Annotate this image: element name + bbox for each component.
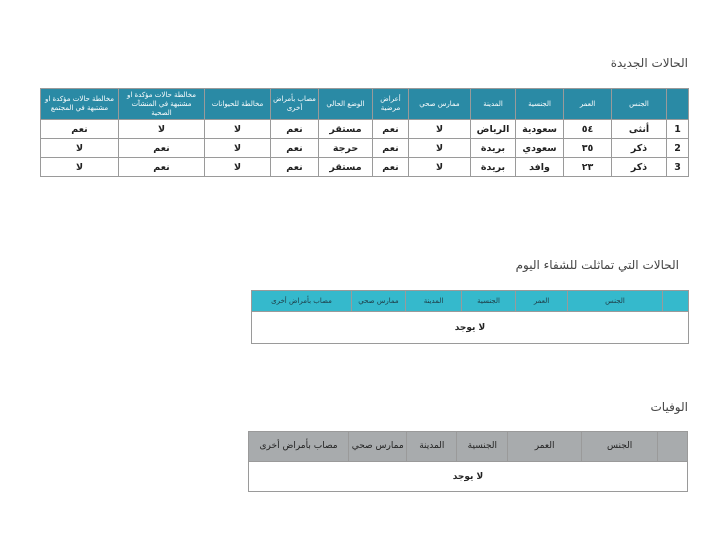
- table-cell: نعم: [119, 139, 205, 158]
- header-cell: أعراض مرضية: [373, 89, 409, 120]
- table-cell: أنثى: [612, 120, 667, 139]
- header-cell: ممارس صحي: [352, 291, 406, 312]
- header-cell: العمر: [516, 291, 568, 312]
- new-cases-header-row: [41, 89, 689, 120]
- table-cell: لا: [205, 158, 271, 177]
- table-cell: لا: [409, 139, 471, 158]
- recovered-table: [251, 290, 689, 344]
- table-cell: سعودية: [516, 120, 564, 139]
- table-row: [41, 120, 689, 139]
- table-cell: مستقر: [319, 158, 373, 177]
- header-cell: مصاب بأمراض أخرى: [271, 89, 319, 120]
- deaths-header-row: [249, 432, 688, 462]
- header-cell: مخالطة حالات مؤكدة او مشتبهة في المنشآت الصحية: [119, 89, 205, 120]
- table-cell: لا: [119, 120, 205, 139]
- header-cell: الوضع الحالي: [319, 89, 373, 120]
- table-cell: الرياض: [471, 120, 516, 139]
- table-cell: لا: [41, 158, 119, 177]
- table-cell: نعم: [41, 120, 119, 139]
- table-cell: ذكر: [612, 158, 667, 177]
- table-cell: لا: [205, 120, 271, 139]
- empty-message: لا يوجد: [252, 312, 689, 344]
- table-cell: ٥٤: [564, 120, 612, 139]
- deaths-title: الوفيات: [650, 400, 688, 414]
- table-row: [249, 462, 688, 492]
- header-cell: الجنسية: [516, 89, 564, 120]
- table-cell: مستقر: [319, 120, 373, 139]
- header-cell: ممارس صحي: [409, 89, 471, 120]
- header-cell: مخالطة للحيوانات: [205, 89, 271, 120]
- table-cell: ٣٥: [564, 139, 612, 158]
- recovered-title: الحالات التي تماثلت للشفاء اليوم: [515, 258, 679, 272]
- table-cell: 2: [667, 139, 689, 158]
- header-cell: [663, 291, 689, 312]
- recovered-header-row: [252, 291, 689, 312]
- table-cell: 1: [667, 120, 689, 139]
- table-cell: نعم: [271, 139, 319, 158]
- table-cell: لا: [205, 139, 271, 158]
- header-cell: مصاب بأمراض أخرى: [249, 432, 349, 462]
- header-cell: مخالطة حالات مؤكدة او مشتبهة في المجتمع: [41, 89, 119, 120]
- table-cell: ٢٣: [564, 158, 612, 177]
- header-cell: ممارس صحي: [349, 432, 407, 462]
- header-cell: المدينة: [406, 291, 462, 312]
- header-cell: الجنسية: [462, 291, 516, 312]
- table-cell: 3: [667, 158, 689, 177]
- new-cases-title: الحالات الجديدة: [610, 56, 688, 70]
- table-cell: نعم: [373, 158, 409, 177]
- header-cell: الجنسية: [457, 432, 508, 462]
- table-cell: لا: [41, 139, 119, 158]
- table-row: [41, 158, 689, 177]
- table-cell: لا: [409, 158, 471, 177]
- empty-message: لا يوجد: [249, 462, 688, 492]
- new-cases-table: [40, 88, 689, 177]
- table-cell: نعم: [271, 120, 319, 139]
- table-cell: نعم: [119, 158, 205, 177]
- header-cell: المدينة: [471, 89, 516, 120]
- header-cell: المدينة: [407, 432, 457, 462]
- table-cell: بريدة: [471, 158, 516, 177]
- table-cell: بريدة: [471, 139, 516, 158]
- table-row: [41, 139, 689, 158]
- table-cell: ذكر: [612, 139, 667, 158]
- header-cell: العمر: [564, 89, 612, 120]
- header-cell: العمر: [508, 432, 582, 462]
- table-cell: حرجة: [319, 139, 373, 158]
- header-cell: الجنس: [612, 89, 667, 120]
- header-cell: الجنس: [581, 432, 658, 462]
- table-cell: نعم: [373, 120, 409, 139]
- table-cell: وافد: [516, 158, 564, 177]
- header-cell: مصاب بأمراض أخرى: [252, 291, 352, 312]
- header-cell: [658, 432, 688, 462]
- table-row: [252, 312, 689, 344]
- table-cell: نعم: [271, 158, 319, 177]
- deaths-table: [248, 431, 688, 492]
- table-cell: لا: [409, 120, 471, 139]
- header-cell: [667, 89, 689, 120]
- table-cell: نعم: [373, 139, 409, 158]
- header-cell: الجنس: [568, 291, 663, 312]
- table-cell: سعودي: [516, 139, 564, 158]
